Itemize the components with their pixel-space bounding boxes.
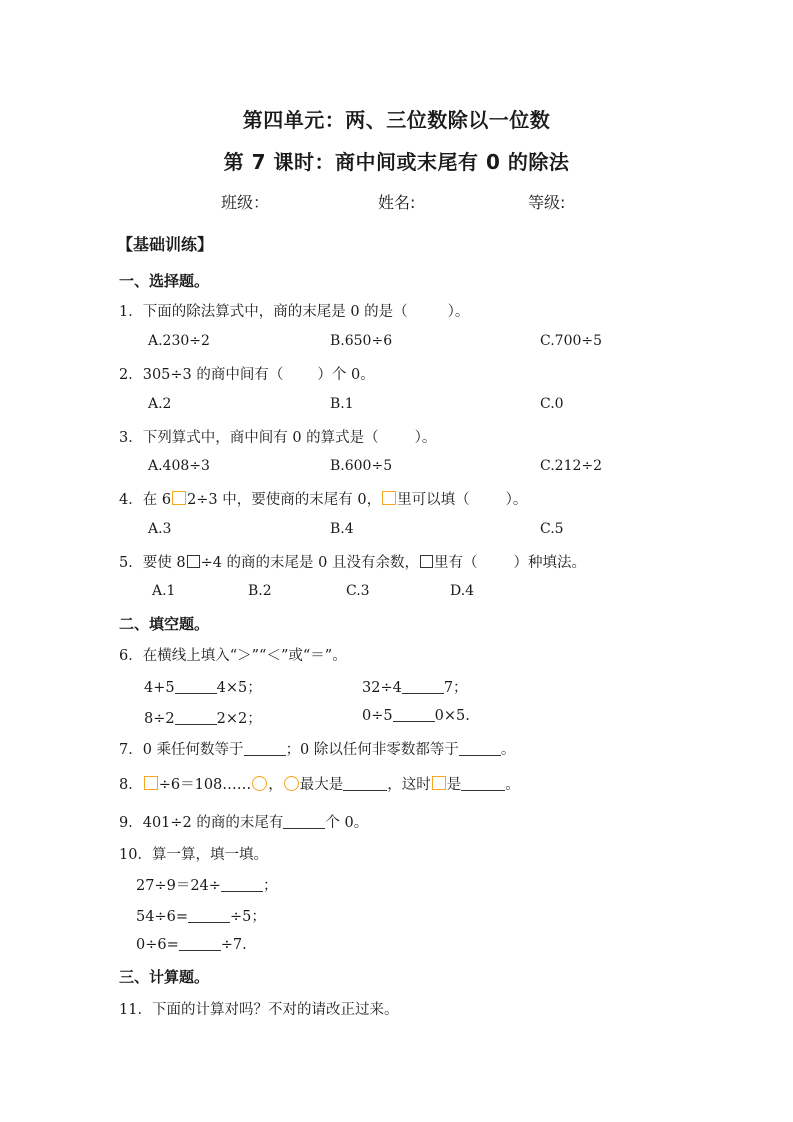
square-icon bbox=[420, 555, 433, 568]
q4-option-a: A.3 bbox=[148, 521, 172, 537]
q6-expression-1 bbox=[144, 676, 262, 697]
question-1 bbox=[119, 300, 469, 321]
q6-e1-right: 4×5； bbox=[216, 680, 262, 696]
q3-text-a: 3．下列算式中，商中间有 0 的算式是（ bbox=[119, 430, 379, 446]
class-label: 班级： bbox=[221, 193, 270, 212]
q6-e2-blank[interactable] bbox=[402, 679, 444, 694]
q1-option-c: C.700÷5 bbox=[540, 333, 603, 349]
q7-blank-1[interactable] bbox=[244, 741, 286, 756]
q10-l1-right: ； bbox=[262, 878, 278, 894]
q5-text-a: 5．要使 8 bbox=[119, 555, 186, 571]
q3-option-b: B.600÷5 bbox=[330, 458, 393, 474]
q1-option-b: B.650÷6 bbox=[330, 333, 393, 349]
q10-l1-blank[interactable] bbox=[221, 877, 263, 892]
q6-e1-left: 4+5 bbox=[144, 680, 175, 696]
q1-text-a: 1．下面的除法算式中，商的末尾是 0 的是（ bbox=[119, 304, 408, 320]
q6-expression-2 bbox=[362, 676, 468, 697]
q10-line-1 bbox=[136, 874, 277, 895]
question-6: 6．在横线上填入“＞”“＜”或“＝”。 bbox=[119, 648, 347, 664]
q8-text-a: 8． bbox=[119, 777, 143, 793]
q2-option-a: A.2 bbox=[148, 396, 172, 412]
question-11: 11．下面的计算对吗？不对的请改正过来。 bbox=[119, 1002, 399, 1018]
q6-expression-4 bbox=[362, 707, 470, 724]
q6-e2-left: 32÷4 bbox=[362, 680, 402, 696]
q5-text-c: 里有（ bbox=[434, 555, 478, 571]
question-7 bbox=[119, 738, 515, 759]
orange-circle-icon bbox=[284, 776, 299, 791]
q10-line-3 bbox=[136, 936, 247, 953]
question-3 bbox=[119, 426, 436, 447]
q4-option-b: B.4 bbox=[330, 521, 354, 537]
q4-text-b: 2÷3 中，要使商的末尾有 0， bbox=[187, 492, 382, 508]
question-8 bbox=[119, 773, 520, 794]
q2-text-a: 2．305÷3 的商中间有（ bbox=[119, 367, 284, 383]
question-4 bbox=[119, 488, 527, 509]
orange-square-icon bbox=[382, 491, 396, 505]
part1-heading: 一、选择题。 bbox=[119, 272, 210, 290]
name-label: 姓名: bbox=[378, 193, 416, 212]
q4-text-d: ）。 bbox=[505, 492, 528, 508]
q7-text-b: ；0 除以任何非零数都等于 bbox=[285, 742, 459, 758]
q5-option-d: D.4 bbox=[450, 583, 475, 599]
q6-e4-right: 0×5. bbox=[434, 708, 470, 724]
q5-option-a: A.1 bbox=[152, 583, 176, 599]
q10-l2-left: 54÷6= bbox=[136, 909, 188, 925]
q6-e3-right: 2×2； bbox=[216, 711, 262, 727]
q9-blank[interactable] bbox=[283, 814, 325, 829]
q4-option-c: C.5 bbox=[540, 521, 564, 537]
q9-text-b: 个 0。 bbox=[325, 815, 369, 831]
q10-line-2 bbox=[136, 905, 266, 926]
square-icon bbox=[187, 555, 200, 568]
q8-text-f: 是 bbox=[446, 777, 462, 793]
q2-option-c: C.0 bbox=[540, 396, 564, 412]
part3-heading: 三、计算题。 bbox=[119, 968, 210, 986]
orange-square-icon bbox=[144, 776, 158, 790]
q4-text-c: 里可以填（ bbox=[397, 492, 470, 508]
q6-e3-blank[interactable] bbox=[175, 710, 217, 725]
q10-l3-right: ÷7. bbox=[220, 937, 247, 953]
q8-blank-1[interactable] bbox=[343, 776, 387, 791]
q8-text-e: ，这时 bbox=[387, 777, 431, 793]
question-5 bbox=[119, 551, 586, 572]
unit-title: 第四单元：两、三位数除以一位数 bbox=[242, 108, 551, 132]
q7-text-a: 7．0 乘任何数等于 bbox=[119, 742, 244, 758]
q1-text-b: ）。 bbox=[447, 304, 470, 320]
q2-text-b: ）个 0。 bbox=[317, 367, 375, 383]
q5-option-c: C.3 bbox=[346, 583, 370, 599]
q10-l3-left: 0÷6= bbox=[136, 937, 179, 953]
q5-text-b: ÷4 的商的末尾是 0 且没有余数， bbox=[200, 555, 419, 571]
q3-option-c: C.212÷2 bbox=[540, 458, 603, 474]
q10-l3-blank[interactable] bbox=[179, 936, 221, 951]
question-2 bbox=[119, 363, 375, 384]
q8-blank-2[interactable] bbox=[461, 776, 505, 791]
part2-heading: 二、填空题。 bbox=[119, 615, 210, 633]
q6-e4-blank[interactable] bbox=[393, 707, 435, 722]
section-basic-training: 【基础训练】 bbox=[117, 235, 214, 254]
q6-expression-3 bbox=[144, 707, 262, 728]
q8-text-b: ÷6＝108…… bbox=[158, 777, 252, 793]
q5-option-b: B.2 bbox=[248, 583, 272, 599]
orange-square-icon bbox=[432, 776, 446, 790]
q6-e4-left: 0÷5 bbox=[362, 708, 393, 724]
q6-e1-blank[interactable] bbox=[175, 679, 217, 694]
q7-blank-2[interactable] bbox=[459, 741, 501, 756]
q8-text-g: 。 bbox=[505, 777, 520, 793]
q6-e2-right: 7； bbox=[443, 680, 468, 696]
grade-label: 等级: bbox=[528, 193, 566, 212]
q2-option-b: B.1 bbox=[330, 396, 354, 412]
q5-text-d: ）种填法。 bbox=[513, 555, 586, 571]
q10-l2-right: ÷5； bbox=[229, 909, 266, 925]
orange-circle-icon bbox=[252, 776, 267, 791]
question-9 bbox=[119, 811, 368, 832]
q3-option-a: A.408÷3 bbox=[148, 458, 210, 474]
q7-text-c: 。 bbox=[500, 742, 516, 758]
q9-text-a: 9．401÷2 的商的末尾有 bbox=[119, 815, 284, 831]
lesson-title: 第 7 课时：商中间或末尾有 0 的除法 bbox=[223, 150, 570, 174]
q8-text-c: ， bbox=[268, 777, 283, 793]
q1-option-a: A.230÷2 bbox=[148, 333, 210, 349]
q10-l1-left: 27÷9＝24÷ bbox=[136, 878, 221, 894]
q3-text-b: ）。 bbox=[414, 430, 437, 446]
question-10: 10．算一算，填一填。 bbox=[119, 847, 268, 863]
q4-text-a: 4．在 6 bbox=[119, 492, 172, 508]
q10-l2-blank[interactable] bbox=[188, 908, 230, 923]
q8-text-d: 最大是 bbox=[299, 777, 344, 793]
orange-square-icon bbox=[172, 491, 186, 505]
q6-e3-left: 8÷2 bbox=[144, 711, 175, 727]
